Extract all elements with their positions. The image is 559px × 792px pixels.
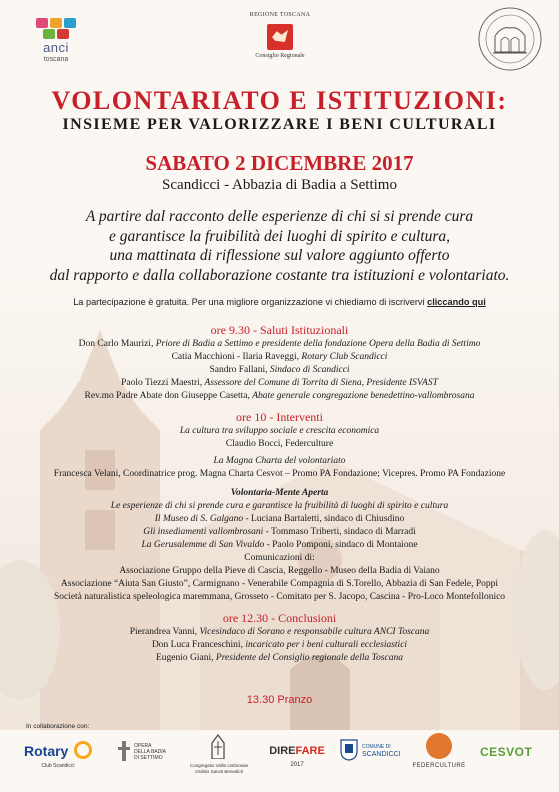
- talk-topic: [0, 425, 559, 438]
- federculture-logo: [408, 733, 470, 783]
- opera-badia-logo: [118, 733, 178, 783]
- speaker-name: Catia Macchioni - Ilaria Raveggi,: [171, 352, 302, 362]
- abbey-seal-icon: [477, 6, 543, 72]
- section-conclusioni-title: [0, 610, 559, 626]
- speaker-line: [0, 377, 559, 390]
- mitre-crest-icon: [208, 733, 228, 759]
- scandicci-line: SCANDICCI: [362, 751, 401, 758]
- direfare-logo: [262, 733, 332, 783]
- panel-talk: [0, 526, 559, 539]
- federculture-emblem-icon: [426, 733, 452, 759]
- page-subtitle: INSIEME PER VALORIZZARE I BENI CULTURALI: [62, 116, 497, 133]
- intro-line: e garantisce la fruibilità dei luoghi di spirito e cultura,: [109, 227, 450, 245]
- speaker-name: Sandro Fallani,: [209, 365, 270, 375]
- panel-talk-topic: La Gerusalemme di San Vivaldo: [141, 540, 265, 550]
- section-time: ore 12.30: [222, 611, 269, 625]
- speaker-name: Don Luca Franceschini,: [151, 640, 246, 650]
- communications-label: Comunicazioni di:: [244, 553, 315, 563]
- panel-talk-speaker: - Luciana Bartaletti, sindaco di Chiusdino: [243, 514, 405, 524]
- intro-paragraph: [20, 207, 539, 285]
- speaker-name: Eugenio Giani,: [156, 653, 216, 663]
- speaker-line: [0, 364, 559, 377]
- panel-topic-text: Le esperienze di chi si prende cura e garantisce la fruibilità di luoghi di spirito e cultura: [110, 501, 449, 511]
- speaker-line: [0, 639, 559, 652]
- talk-speaker: Claudio Bocci, Federculture: [225, 439, 334, 449]
- speaker-name: Rev.mo Padre Abate don Giuseppe Casetta,: [84, 391, 253, 401]
- speaker-role: Assessore del Comune di Torrita di Siena, Presidente ISVAST: [204, 378, 438, 388]
- speaker-role: Priore di Badia a Settimo e presidente della fondazione Opera della Badia di Settimo: [155, 339, 481, 349]
- panel-talk-speaker: - Tommaso Triberti, sindaco di Marradi: [263, 527, 416, 537]
- scandicci-text: [362, 743, 401, 759]
- scandicci-logo: [340, 733, 410, 783]
- talk-speaker: Francesca Velani, Coordinatrice prog. Magna Charta Cesvot – Promo PA Fondazione; Vicepres. Promo PA Fondazione: [53, 469, 506, 479]
- anci-name: anci: [43, 40, 69, 55]
- intro-line: A partire dal racconto delle esperienze di chi si si prende cura: [85, 208, 474, 225]
- dire-word: DIRE: [269, 745, 296, 757]
- panel-topic: [0, 500, 559, 513]
- speaker-line: [0, 652, 559, 665]
- intro-line: dal rapporto e dalla collaborazione costante tra istituzioni e volontariato.: [49, 266, 510, 284]
- speaker-role: Vicesindaco di Sorano e responsabile cultura ANCI Toscana: [199, 627, 430, 637]
- communication-line: Associazione “Aiuta San Giusto”, Carmignano - Venerabile Compagnia di S.Torello, Abbazia di San Fedele, Poppi: [60, 579, 499, 589]
- speaker-name: Paolo Tiezzi Maestri,: [121, 378, 205, 388]
- speaker-role: incaricato per i beni culturali ecclesiastici: [245, 640, 408, 650]
- speaker-line: [0, 626, 559, 639]
- speaker-line: [0, 351, 559, 364]
- federculture-name: FEDERCULTURE: [412, 763, 466, 769]
- rotary-name: Rotary: [24, 743, 69, 759]
- speaker-role: Rotary Club Scandicci: [301, 352, 388, 362]
- panel-talk-topic: Il Museo di S. Galgano: [154, 514, 244, 524]
- rotary-logo: [24, 733, 94, 783]
- regione-toscana-logo: [240, 12, 320, 72]
- section-interventi-title: [0, 409, 559, 425]
- panel-talk: [0, 539, 559, 552]
- section-label: - Saluti Istituzionali: [250, 323, 349, 337]
- section-saluti-title: [0, 322, 559, 338]
- opera-line: DELLA BADIA: [134, 749, 166, 755]
- opera-line: OPERA: [134, 743, 152, 749]
- communication-line: Società naturalistica speleologica maremmana, Grosseto - Comitato per S. Jacopo, Cascina - Pro-Loco Montefollonico: [53, 592, 506, 602]
- speaker-line: [0, 338, 559, 351]
- direfare-text: [262, 745, 332, 769]
- panel-title: Volontaria-Mente Aperta: [230, 488, 329, 498]
- communication-line: Associazione Gruppo della Pieve di Cascia, Reggello - Museo della Badia di Vaiano: [119, 566, 440, 576]
- register-link[interactable]: cliccando qui: [427, 297, 486, 307]
- regione-subtitle: Consiglio Regionale: [255, 53, 305, 59]
- vallumbrosa-text: [186, 763, 252, 775]
- regione-title: REGIONE TOSCANA: [249, 12, 311, 18]
- vallumbrosa-line: Ordinis Sancti Benedicti: [195, 769, 243, 774]
- rotary-subtitle: Club Scandicci: [41, 763, 75, 769]
- talk-topic-text: La cultura tra sviluppo sociale e crescita economica: [179, 426, 380, 436]
- intro-line: una mattinata di riflessione sul valore aggiunto offerto: [109, 247, 450, 264]
- talk-topic: [0, 455, 559, 468]
- opera-text: [134, 743, 166, 761]
- cesvot-logo: [480, 733, 540, 783]
- opera-line: DI SETTIMO: [134, 755, 163, 761]
- dire-year: 2017: [290, 762, 304, 768]
- speaker-role: Presidente del Consiglio regionale della Toscana: [215, 653, 403, 663]
- speaker-line: [0, 390, 559, 403]
- anci-squares-icon: [36, 18, 76, 40]
- section-time: ore 10: [236, 410, 267, 424]
- vallumbrosa-line: Congregatio Vallis Umbrosae: [189, 763, 249, 768]
- panel-talk-speaker: - Paolo Pomponi, sindaco di Montaione: [264, 540, 418, 550]
- partner-logos: [0, 733, 559, 788]
- section-label: - Conclusioni: [268, 611, 337, 625]
- program: [0, 322, 559, 665]
- section-label: - Interventi: [266, 410, 323, 424]
- event-place: Scandicci - Abbazia di Badia a Settimo: [162, 177, 397, 193]
- scandicci-crest-icon: [340, 739, 358, 761]
- page-title: VOLONTARIATO E ISTITUZIONI:: [51, 86, 508, 115]
- lunch-time: 13.30 Pranzo: [246, 694, 313, 706]
- anci-subtitle: toscana: [43, 56, 69, 63]
- registration-text: La partecipazione è gratuita. Per una migliore organizzazione vi chiediamo di iscrivervi: [73, 297, 428, 307]
- talk-topic-text: La Magna Charta del volontariato: [213, 456, 346, 466]
- panel-talk-topic: Gli insediamenti vallombrosani: [143, 527, 264, 537]
- rotary-wheel-icon: [74, 741, 92, 759]
- anci-toscana-logo: [26, 18, 86, 66]
- vallumbrosa-logo: [186, 733, 252, 783]
- event-date: SABATO 2 DICEMBRE 2017: [145, 151, 414, 175]
- cesvot-name: CESVOT: [480, 745, 533, 759]
- speaker-name: Don Carlo Maurizi,: [78, 339, 156, 349]
- speaker-name: Pierandrea Vanni,: [129, 627, 200, 637]
- panel-talk: [0, 513, 559, 526]
- collaboration-label: In collaborazione con:: [26, 723, 90, 730]
- registration-note: [0, 297, 559, 307]
- pegasus-icon: [267, 24, 293, 50]
- speaker-role: Sindaco di Scandicci: [269, 365, 350, 375]
- opera-mark-icon: [118, 741, 130, 761]
- speaker-role: Abate generale congregazione benedettino-vallombrosana: [252, 391, 475, 401]
- section-time: ore 9.30: [210, 323, 250, 337]
- scandicci-line: COMUNE DI: [362, 744, 391, 750]
- fare-word: FARE: [295, 745, 325, 757]
